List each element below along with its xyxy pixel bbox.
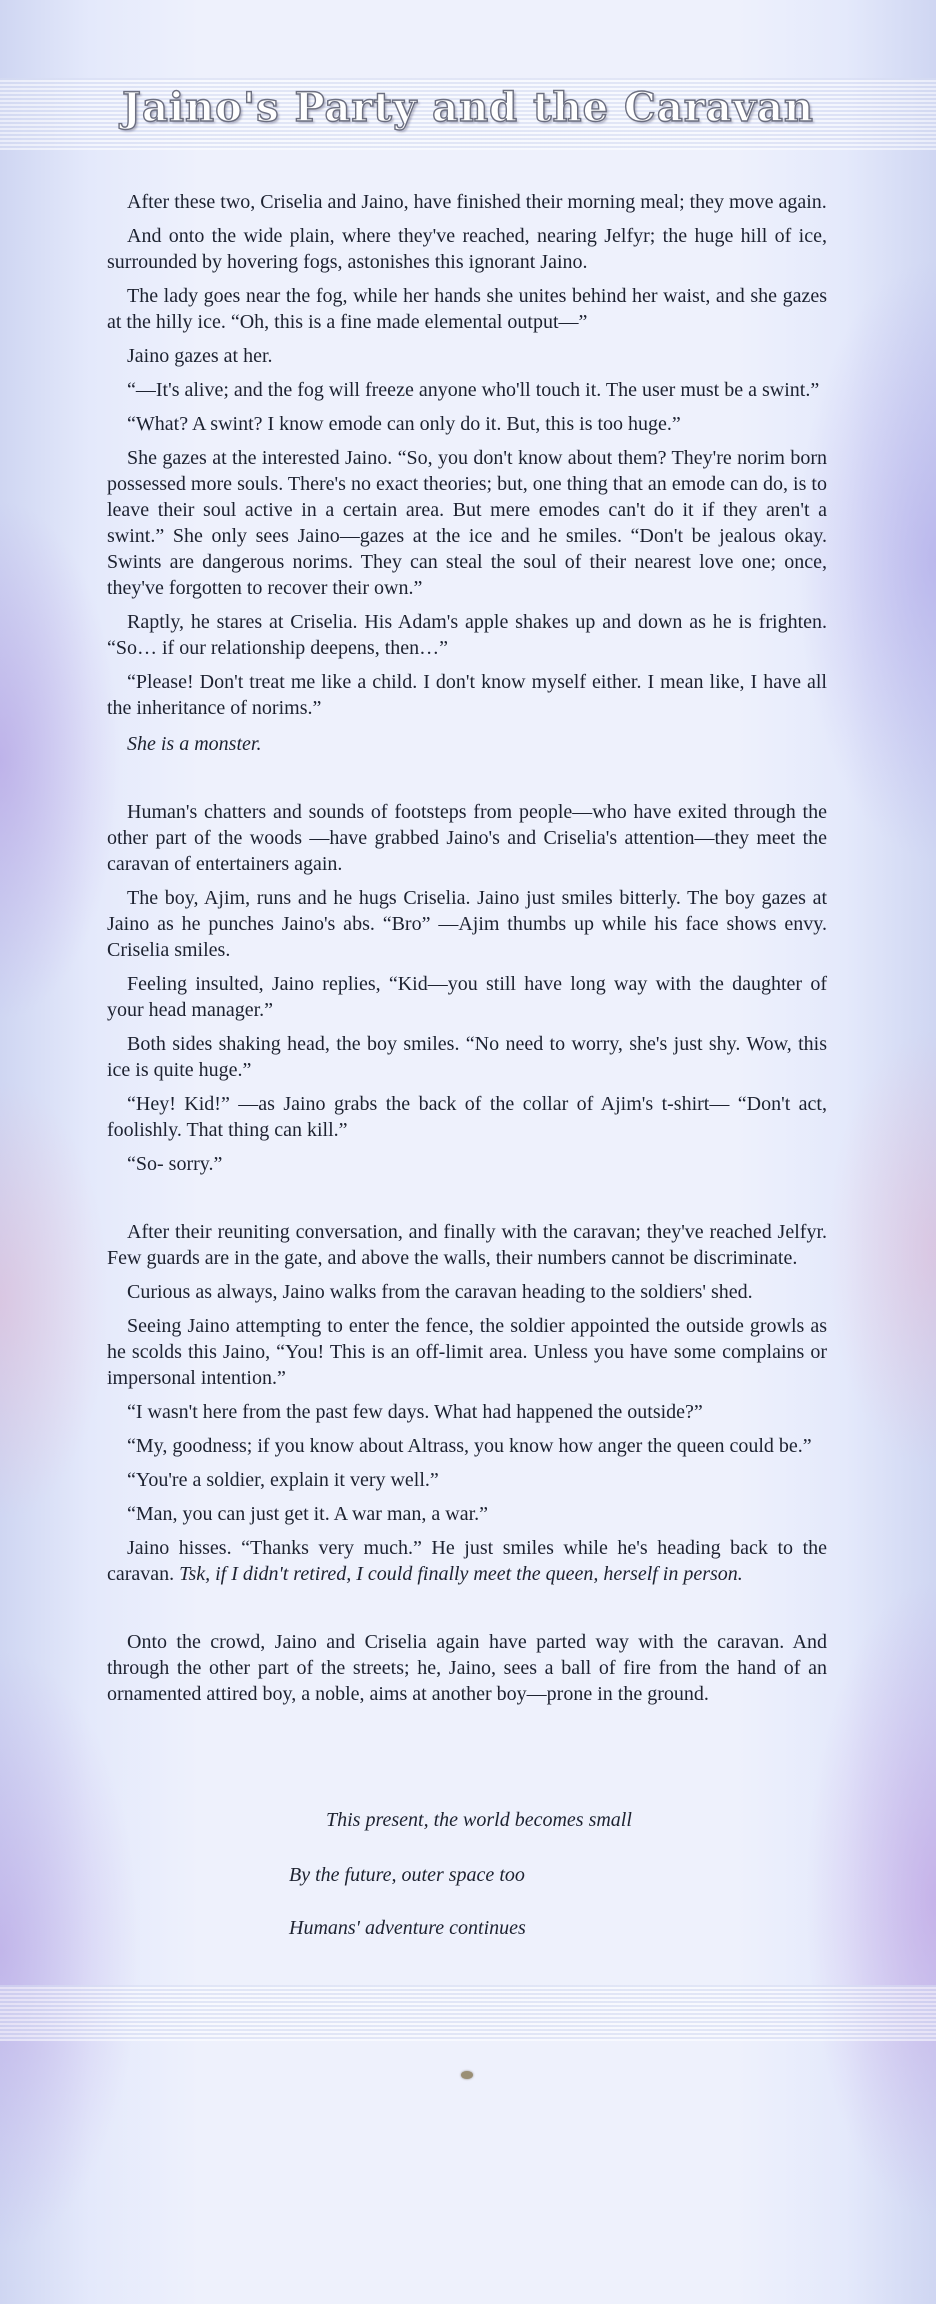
poem-line-1: This present, the world becomes small [326, 1809, 632, 1831]
inner-thought: Tsk, if I didn't retired, I could finally meet the queen, herself in person. [179, 1563, 743, 1585]
poem-line-3: Humans' adventure continues [289, 1917, 526, 1939]
paragraph: And onto the wide plain, where they've reached, nearing Jelfyr; the huge hill of ice, surrounded by hovering fogs, astonishes this ignorant Jaino. [107, 225, 827, 273]
paragraph: “Man, you can just get it. A war man, a war.” [127, 1503, 489, 1525]
paragraph: Raptly, he stares at Criselia. His Adam's apple shakes up and down as he is frighten. “So… if our relationship deepens, then…” [107, 611, 827, 659]
paragraph: Curious as always, Jaino walks from the caravan heading to the soldiers' shed. [127, 1281, 753, 1303]
paragraph: “What? A swint? I know emode can only do it. But, this is too huge.” [127, 413, 681, 435]
paragraph: “I wasn't here from the past few days. What had happened the outside?” [127, 1401, 703, 1423]
story-body [107, 189, 827, 1715]
paragraph: After these two, Criselia and Jaino, have finished their morning meal; they move again. [127, 191, 827, 213]
paragraph: The lady goes near the fog, while her hands she unites behind her waist, and she gazes at the hilly ice. “Oh, this is a fine made elemental output—” [107, 285, 827, 333]
poem-line-2: By the future, outer space too [289, 1864, 525, 1886]
page-title: Jaino's Party and the Caravan [122, 84, 814, 131]
paragraph: “Hey! Kid!” —as Jaino grabs the back of the collar of Ajim's t-shirt— “Don't act, foolishly. That thing can kill.” [107, 1093, 827, 1141]
paragraph: “So- sorry.” [127, 1153, 223, 1175]
page-mark-icon [461, 2071, 473, 2079]
paragraph: Both sides shaking head, the boy smiles. “No need to worry, she's just shy. Wow, this ice is quite huge.” [107, 1033, 827, 1081]
paragraph: “Please! Don't treat me like a child. I don't know myself either. I mean like, I have all the inheritance of norims.” [107, 671, 827, 719]
paragraph: “—It's alive; and the fog will freeze anyone who'll touch it. The user must be a swint.” [127, 379, 820, 401]
paragraph: Feeling insulted, Jaino replies, “Kid—you still have long way with the daughter of your head manager.” [107, 973, 827, 1021]
paragraph: After their reuniting conversation, and finally with the caravan; they've reached Jelfyr. Few guards are in the gate, and above the walls, their numbers cannot be discriminate. [107, 1221, 827, 1269]
paragraph-text: Jaino hisses. “Thanks very much.” He just smiles while he's heading back to the caravan. [107, 1537, 827, 1585]
paragraph: Jaino gazes at her. [127, 345, 273, 367]
paragraph: The boy, Ajim, runs and he hugs Criselia. Jaino just smiles bitterly. The boy gazes at Jaino as he punches Jaino's abs. “Bro” —Ajim thumbs up while his face shows envy. Criselia smiles. [107, 887, 827, 961]
paragraph [107, 1535, 827, 1587]
paragraph: Seeing Jaino attempting to enter the fence, the soldier appointed the outside growls as he scolds this Jaino, “You! This is an off-limit area. Unless you have some complains or impersonal intention.” [107, 1315, 827, 1389]
paragraph: Human's chatters and sounds of footsteps from people—who have exited through the other part of the woods —have grabbed Jaino's and Criselia's attention—they meet the caravan of entertainers again. [107, 801, 827, 875]
paragraph: “My, goodness; if you know about Altrass, you know how anger the queen could be.” [127, 1435, 812, 1457]
paragraph: “You're a soldier, explain it very well.” [127, 1469, 439, 1491]
paragraph: Onto the crowd, Jaino and Criselia again have parted way with the caravan. And through the other part of the streets; he, Jaino, sees a ball of fire from the hand of an ornamented attired boy, a noble, aims at another boy—prone in the ground. [107, 1631, 827, 1705]
inner-thought: She is a monster. [127, 733, 262, 755]
paragraph: She gazes at the interested Jaino. “So, you don't know about them? They're norim born possessed more souls. There's no exact theories; but, one thing that an emode can do, is to leave their soul active in a certain area. But mere emodes can't do it if they aren't a swint.” She only sees Jaino—gazes at the ice and he smiles. “Don't be jealous okay. Swints are dangerous norims. They can steal the soul of their nearest love one; once, they've forgotten to recover their own.” [107, 447, 827, 599]
footer-banner [0, 1985, 936, 2041]
